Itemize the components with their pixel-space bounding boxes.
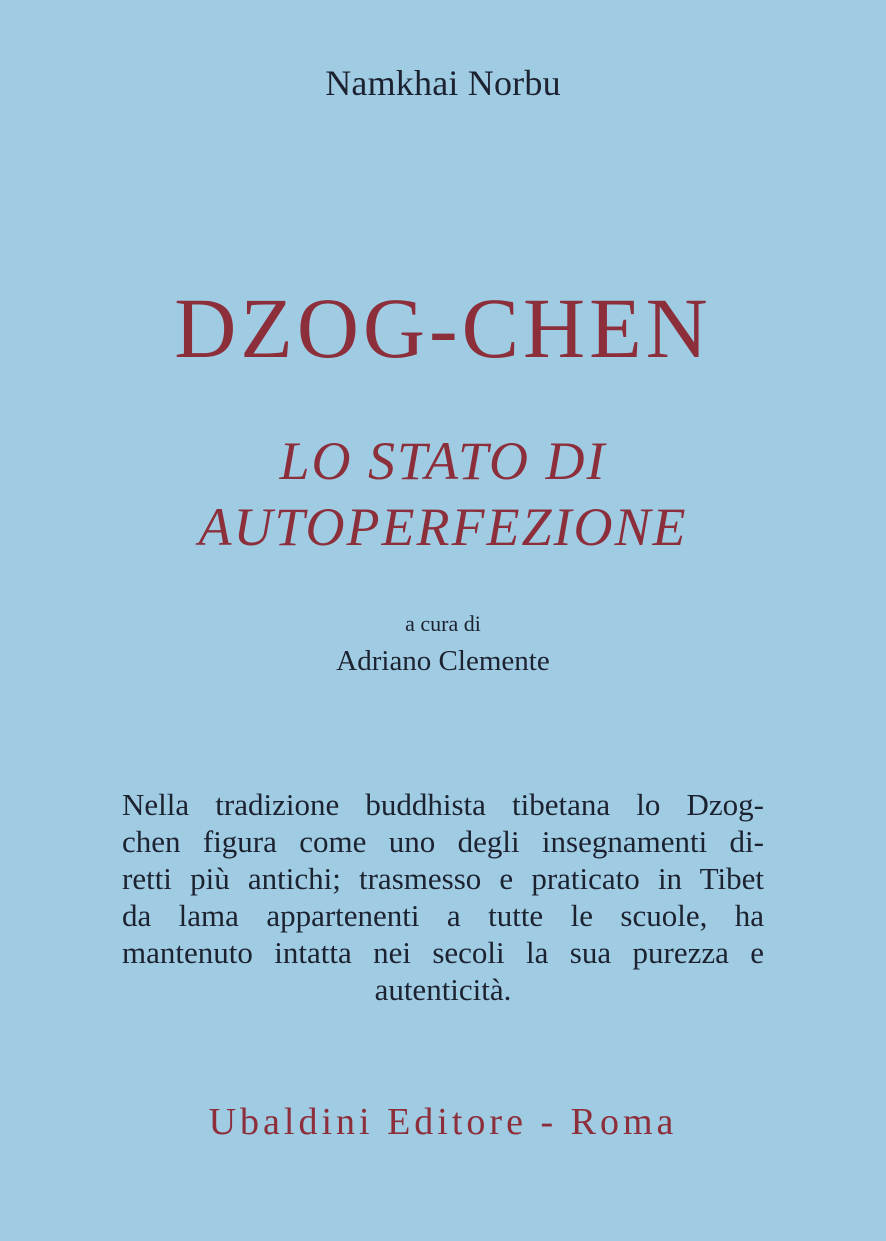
blurb-line-2: chen figura come uno degli insegnamenti di- xyxy=(122,824,764,859)
book-blurb xyxy=(122,786,764,1008)
book-title: DZOG-CHEN xyxy=(174,280,712,376)
book-subtitle xyxy=(0,428,886,561)
subtitle-line-1: LO STATO DI xyxy=(279,431,607,491)
editor-label: a cura di xyxy=(405,611,481,636)
blurb-line-5: mantenuto intatta nei secoli la sua purezza e xyxy=(122,935,764,970)
publisher-name: Ubaldini Editore - Roma xyxy=(208,1101,678,1143)
blurb-line-6: autenticità. xyxy=(374,972,512,1007)
blurb-line-1: Nella tradizione buddhista tibetana lo Dzog- xyxy=(122,787,764,822)
subtitle-line-2: AUTOPERFEZIONE xyxy=(198,497,688,558)
blurb-line-4: da lama appartenenti a tutte le scuole, ha xyxy=(122,898,764,933)
blurb-line-3: retti più antichi; trasmesso e praticato in Tibet xyxy=(122,861,764,896)
author-name: Namkhai Norbu xyxy=(325,63,561,103)
editor-name: Adriano Clemente xyxy=(336,645,550,677)
